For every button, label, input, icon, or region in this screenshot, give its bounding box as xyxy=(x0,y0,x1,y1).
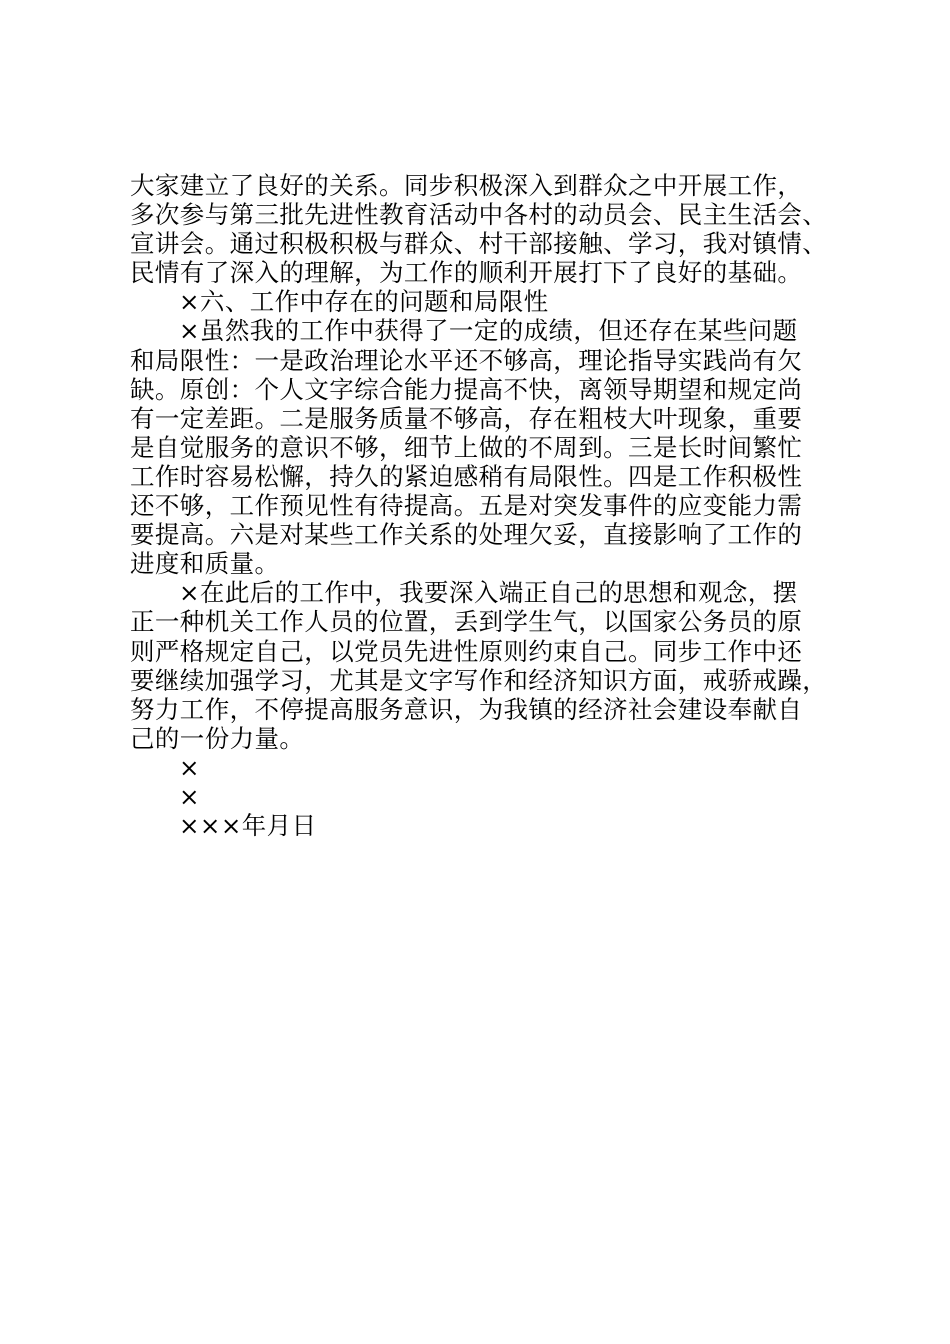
text-line: 多次参与第三批先进性教育活动中各村的动员会、民主生活会、 xyxy=(130,200,828,230)
text-line: 正一种机关工作人员的位置，丢到学生气，以国家公务员的原 xyxy=(130,607,803,637)
text-line: 己的一份力量。 xyxy=(130,723,305,753)
mark-text: × xyxy=(179,781,200,811)
text-line: 要提高。六是对某些工作关系的处理欠妥，直接影响了工作的 xyxy=(130,520,803,550)
text-line: 有一定差距。二是服务质量不够高，存在粗枝大叶现象，重要 xyxy=(130,403,803,433)
paragraph-future-work xyxy=(130,578,852,753)
text-line: 是自觉服务的意识不够，细节上做的不周到。三是长时间繁忙 xyxy=(130,432,803,462)
heading-line: ×六、工作中存在的问题和局限性 xyxy=(179,287,549,317)
paragraph-relations xyxy=(130,171,852,287)
text-line: 民情有了深入的理解，为工作的顺利开展打下了良好的基础。 xyxy=(130,258,803,288)
text-line: ×虽然我的工作中获得了一定的成绩，但还存在某些问题 xyxy=(179,316,798,346)
text-line: 大家建立了良好的关系。同步积极深入到群众之中开展工作， xyxy=(130,171,803,200)
section-heading-problems xyxy=(130,287,852,316)
text-line: 进度和质量。 xyxy=(130,549,280,579)
text-line: 和局限性：一是政治理论水平还不够高，理论指导实践尚有欠 xyxy=(130,345,803,375)
text-line: 则严格规定自己，以党员先进性原则约束自己。同步工作中还 xyxy=(130,636,803,666)
text-line: 缺。原创：个人文字综合能力提高不快，离领导期望和规定尚 xyxy=(130,374,803,404)
text-line: 努力工作，不停提高服务意识，为我镇的经济社会建设奉献自 xyxy=(130,694,803,724)
text-line: 宣讲会。通过积极积极与群众、村干部接触、学习，我对镇情、 xyxy=(130,229,828,259)
text-line: ×在此后的工作中，我要深入端正自己的思想和观念，摆 xyxy=(179,578,798,608)
paragraph-problems xyxy=(130,316,852,578)
date-line xyxy=(130,811,852,840)
text-line: 还不够，工作预见性有待提高。五是对突发事件的应变能力需 xyxy=(130,491,803,521)
placeholder-mark-1 xyxy=(130,753,852,782)
placeholder-mark-2 xyxy=(130,782,852,811)
date-text: ×××年月日 xyxy=(179,811,317,841)
text-line: 要继续加强学习，尤其是文字写作和经济知识方面，戒骄戒躁， xyxy=(130,665,828,695)
text-line: 工作时容易松懈，持久的紧迫感稍有局限性。四是工作积极性 xyxy=(130,461,803,491)
document-body xyxy=(130,171,852,840)
mark-text: × xyxy=(179,752,200,782)
